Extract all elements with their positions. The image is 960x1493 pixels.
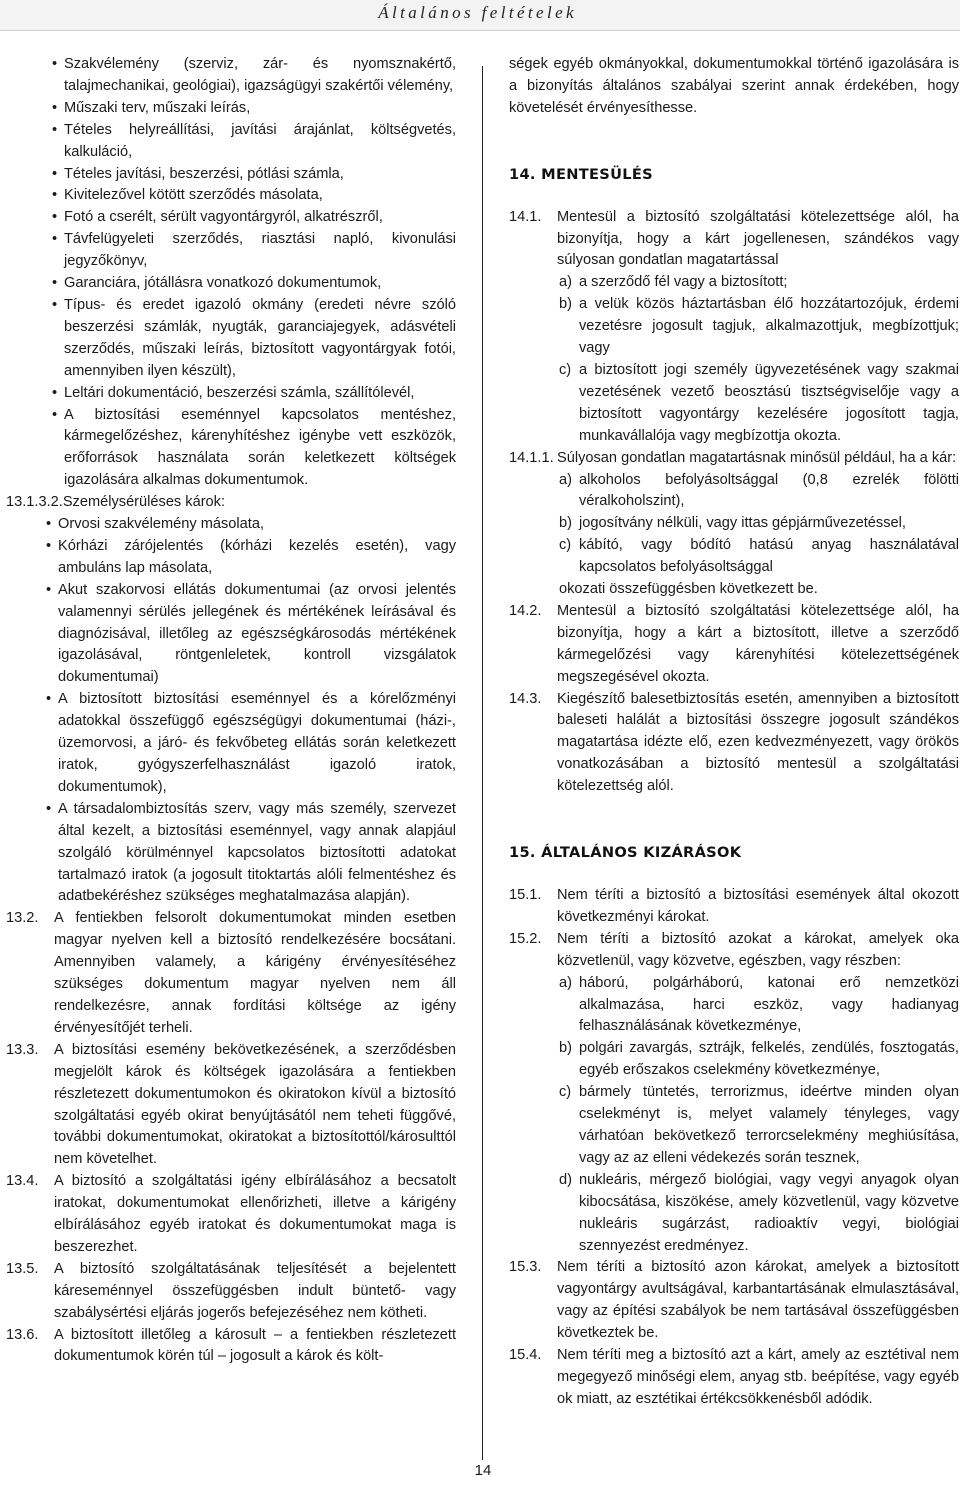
list-item: • Garanciára, jótállásra vonatkozó dokumentumok, xyxy=(6,273,456,295)
clause-text: Mentesül a biztosító szolgáltatási kötelezettsége alól, ha bizonyítja, hogy a kárt jogellenesen, szándékos vagy súlyosan gondatlan magatartással xyxy=(557,208,959,269)
right-column xyxy=(509,54,959,1411)
clause-number: 15.2. xyxy=(509,930,542,947)
list-item xyxy=(559,272,959,294)
running-header-title: Általános feltételek xyxy=(378,3,577,22)
clause-number: 13.4. xyxy=(6,1173,39,1190)
list-item xyxy=(559,294,959,360)
list-item xyxy=(559,535,959,579)
clause-13-4 xyxy=(6,1171,456,1259)
list-item xyxy=(559,1038,959,1082)
list-item xyxy=(559,513,959,535)
list-item: • Tételes javítási, beszerzési, pótlási számla, xyxy=(6,164,456,186)
clause-text: Nem téríti meg a biztosító azt a kárt, amely az esztétival nem megegyező minőségi elem, anyag stb. beépítése, vagy egyéb ok miatt, az esztétikai értékcsökkenésből adódik. xyxy=(557,1347,959,1407)
clause-text: A biztosító a szolgáltatási igény elbírálásához a becsatolt iratokat, dokumentumokat ellenőrizheti, illetve a kárigény elbírálásához egyéb iratokat és dokumentumokat maga is beszerezhet. xyxy=(54,1173,456,1255)
section-title-14: 14. MENTESÜLÉS xyxy=(509,165,653,183)
list-item: • Akut szakorvosi ellátás dokumentumai (az orvosi jelentés valamennyi sérülés jellegének és mértékének leírásával és diagnózisával, illetőleg az egészségkárosodás mértékének igazolásával, röntgenleletek, kontroll vizsgálatok dokumentumai) xyxy=(6,580,456,690)
item-text: nukleáris, mérgező biológiai, vagy vegyi anyagok olyan kibocsátása, kiszökése, amely közvetlenül, vagy közvetve nukleáris sugárzást, radioaktív vegyi, biológiai szennyezést eredményez. xyxy=(579,1171,959,1254)
item-letter: b) xyxy=(559,1040,572,1057)
clause-number: 13.5. xyxy=(6,1260,39,1277)
clause-13-3 xyxy=(6,1040,456,1171)
clause-number: 13.3. xyxy=(6,1041,39,1058)
clause-15-1 xyxy=(509,885,959,929)
item-text: a biztosított jogi személy ügyvezetésének vagy szakmai vezetésének vezető beosztású tisztségviselője vagy a biztosított vagyontárgy kezelésére jogosított tagja, munkavállalója vagy megbízottja okozta. xyxy=(579,361,959,444)
list-item xyxy=(559,973,959,1039)
list-item: • A társadalombiztosítás szerv, vagy más személy, szervezet által kezelt, a biztosítási eseménnyel, vagy annak alapjául szolgáló körülménnyel kapcsolatos biztosítotti adatokat tartalmazó iratok (a jogosult titoktartás alóli felmentéshez és adatbekéréshez szükséges meghatalmazása alapján). xyxy=(6,799,456,909)
list-item: • A biztosítási eseménnyel kapcsolatos mentéshez, kármegelőzéshez, kárenyhítéshez igénybe vett eszközök, erőforrások használata során keletkezett költségek igazolására alkalmas dokumentumok. xyxy=(6,405,456,493)
clause-text: A biztosítási esemény bekövetkezésének, a szerződésben megjelölt károk és költségek igazolására a fentiekben részletezett dokumentumokon és okiratokon kívül a biztosító szolgáltatási egyéb okirat benyújtásától nem teheti függővé, további dokumentumokat, okiratokat a biztosítottól/károsulttól nem követelhet. xyxy=(54,1041,456,1168)
clause-14-1 xyxy=(509,207,959,273)
clause-text: Kiegészítő balesetbiztosítás esetén, amennyiben a biztosított baleseti halálát a biztosítási összegre jogosult szándékos magatartása idézte elő, ezen kedvezményezett, vagy örökös vonatkozásában a biztosító mentesül a szolgáltatási kötelezettség alól. xyxy=(557,690,959,795)
list-item: • Szakvélemény (szerviz, zár- és nyomsznakértő, talajmechanikai, geológiai), igazságügyi szakértői vélemény, xyxy=(6,54,456,98)
item-letter: c) xyxy=(559,361,572,378)
clause-13-1-3-2 xyxy=(6,492,456,514)
list-item xyxy=(559,360,959,448)
clause-text: Nem téríti a biztosító azon károkat, amelyek a biztosított vagyontárgy avultságával, karbantartásának elmulasztásával, vagy az építési szabályok be nem tartásával összefüggésben következtek be. xyxy=(557,1259,959,1342)
clause-number: 13.2. xyxy=(6,910,39,927)
list-item: • Tételes helyreállítási, javítási árajánlat, költségvetés, kalkuláció, xyxy=(6,120,456,164)
list-item: • A biztosított biztosítási eseménnyel és a kórelőzményi adatokkal összefüggő egészségügyi dokumentumai (házi-, üzemorvosi, a járó- és fekvőbeteg ellátás során keletkezett iratok, gyógyszerfelhasználást igazoló iratok, dokumentumok), xyxy=(6,689,456,799)
clause-text: A biztosító szolgáltatásának teljesítését a bejelentett káreseménnyel összefüggésben indult büntető- vagy szabálysértési eljárás jogerős befejezéséhez nem kötheti. xyxy=(54,1260,456,1321)
item-text: kábító, vagy bódító hatású anyag használatával kapcsolatos befolyásoltsággal xyxy=(579,537,959,576)
clause-number: 15.4. xyxy=(509,1347,542,1364)
clause-number: 15.3. xyxy=(509,1259,542,1276)
clause-13-6 xyxy=(6,1325,456,1369)
item-letter: c) xyxy=(559,1084,572,1101)
list-item xyxy=(559,470,959,514)
clause-number: 14.1. xyxy=(509,208,542,225)
item-letter: a) xyxy=(559,471,572,488)
list-item: • Kivitelezővel kötött szerződés másolata, xyxy=(6,185,456,207)
clause-text: Nem téríti a biztosító azokat a károkat, amelyek oka közvetlenül, vagy közvetve, egészben, vagy részben: xyxy=(557,930,959,969)
clause-text: A biztosított illetőleg a károsult – a fentiekben részletezett dokumentumok körén túl – jogosult a károk és költ- xyxy=(54,1326,456,1365)
clause-text: A fentiekben felsorolt dokumentumokat minden esetben magyar nyelven kell a biztosító rendelkezésére bocsátani. Amennyiben valamely, a kárigény érvényesítéséhez szükséges dokumentum magyar nyelven nem áll rendelkezésre, annak fordítási költsége az igény érvényesítőjét terheli. xyxy=(54,910,456,1036)
item-letter: c) xyxy=(559,537,572,554)
clause-15-3 xyxy=(509,1257,959,1345)
column-divider xyxy=(482,66,483,1460)
clause-text: Nem téríti a biztosító a biztosítási események által okozott következményi károkat. xyxy=(557,887,959,925)
item-text: a velük közös háztartásban élő hozzátartozójuk, érdemi vezetésre jogosult tagjuk, alkalmazottjuk, megbízottjuk; vagy xyxy=(579,296,959,357)
header-bar xyxy=(0,0,960,31)
item-letter: d) xyxy=(559,1171,572,1188)
list-item xyxy=(559,1170,959,1258)
list-item: • Műszaki terv, műszaki leírás, xyxy=(6,98,456,120)
clause-14-3 xyxy=(509,689,959,799)
list-item: • Fotó a cserélt, sérült vagyontárgyról, alkatrészről, xyxy=(6,207,456,229)
clause-number: 14.2. xyxy=(509,602,542,619)
item-text: jogosítvány nélküli, vagy ittas gépjárművezetéssel, xyxy=(579,515,906,532)
clause-13-5 xyxy=(6,1259,456,1325)
item-text: polgári zavargás, sztrájk, felkelés, zendülés, fosztogatás, egyéb erőszakos cselekmény következménye, xyxy=(579,1040,959,1079)
clause-number: 14.3. xyxy=(509,690,542,707)
clause-text: Súlyosan gondatlan magatartásnak minősül például, ha a kár: xyxy=(557,449,957,466)
clause-14-2 xyxy=(509,601,959,689)
clause-15-4 xyxy=(509,1345,959,1411)
clause-number: 13.6. xyxy=(6,1326,39,1343)
clause-number: 13.1.3.2. xyxy=(6,494,63,511)
continuation-text: ségek egyéb okmányokkal, dokumentumokkal történő igazolására is a bizonyítás általános szabályai szerint annak érdekében, hogy követelését érvényesíthesse. xyxy=(509,56,959,116)
list-item: • Távfelügyeleti szerződés, riasztási napló, kivonulási jegyzőkönyv, xyxy=(6,229,456,273)
item-text: a szerződő fél vagy a biztosított; xyxy=(579,274,788,291)
clause-text: Mentesül a biztosító szolgáltatási kötelezettsége alól, ha bizonyítja, hogy a kárt a biztosított, illetve a szerződő kármegelőzési vagy kárenyhítési kötelezettségének megszegésével okozta. xyxy=(557,602,959,685)
left-column xyxy=(6,54,456,1368)
item-letter: a) xyxy=(559,274,572,291)
list-item: • Leltári dokumentáció, beszerzési számla, szállítólevél, xyxy=(6,383,456,405)
clause-text: Személysérüléses károk: xyxy=(62,494,226,511)
list-item xyxy=(559,1082,959,1170)
item-text: alkoholos befolyásoltsággal (0,8 ezrelék fölötti véralkoholszint), xyxy=(579,471,959,510)
item-text: háború, polgárháború, katonai erő nemzetközi alkalmazása, harci eszköz, vagy hadianyag felhasználásának következménye, xyxy=(579,974,959,1035)
clause-15-2 xyxy=(509,929,959,973)
item-text: bármely tüntetés, terrorizmus, ideértve minden olyan cselekményt is, melyet valamely tényleges, vagy várhatóan bekövetkező terrorcselekmény meghiúsítása, vagy az az elleni védekezés során tesznek, xyxy=(579,1084,959,1166)
clause-13-2 xyxy=(6,908,456,1039)
page-number: 14 xyxy=(474,1462,492,1479)
clause-number: 15.1. xyxy=(509,887,542,903)
item-letter: b) xyxy=(559,296,572,313)
clause-14-1-1 xyxy=(509,448,959,470)
list-item: • Kórházi zárójelentés (kórházi kezelés esetén), vagy ambuláns lap másolata, xyxy=(6,536,456,580)
clause-closing-text: okozati összefüggésben következett be. xyxy=(559,581,818,598)
item-letter: a) xyxy=(559,974,572,991)
list-item: • Típus- és eredet igazoló okmány (eredeti névre szóló beszerzési számlák, nyugták, garanciajegyek, adásvételi szerződés, műszaki leírás, biztosított vagyontárgyak fotói, amennyiben ilyen készült), xyxy=(6,295,456,383)
clause-number: 14.1.1. xyxy=(509,449,554,466)
section-title-15: 15. ÁLTALÁNOS KIZÁRÁSOK xyxy=(509,844,742,862)
item-letter: b) xyxy=(559,515,572,532)
list-item: • Orvosi szakvélemény másolata, xyxy=(6,514,456,536)
